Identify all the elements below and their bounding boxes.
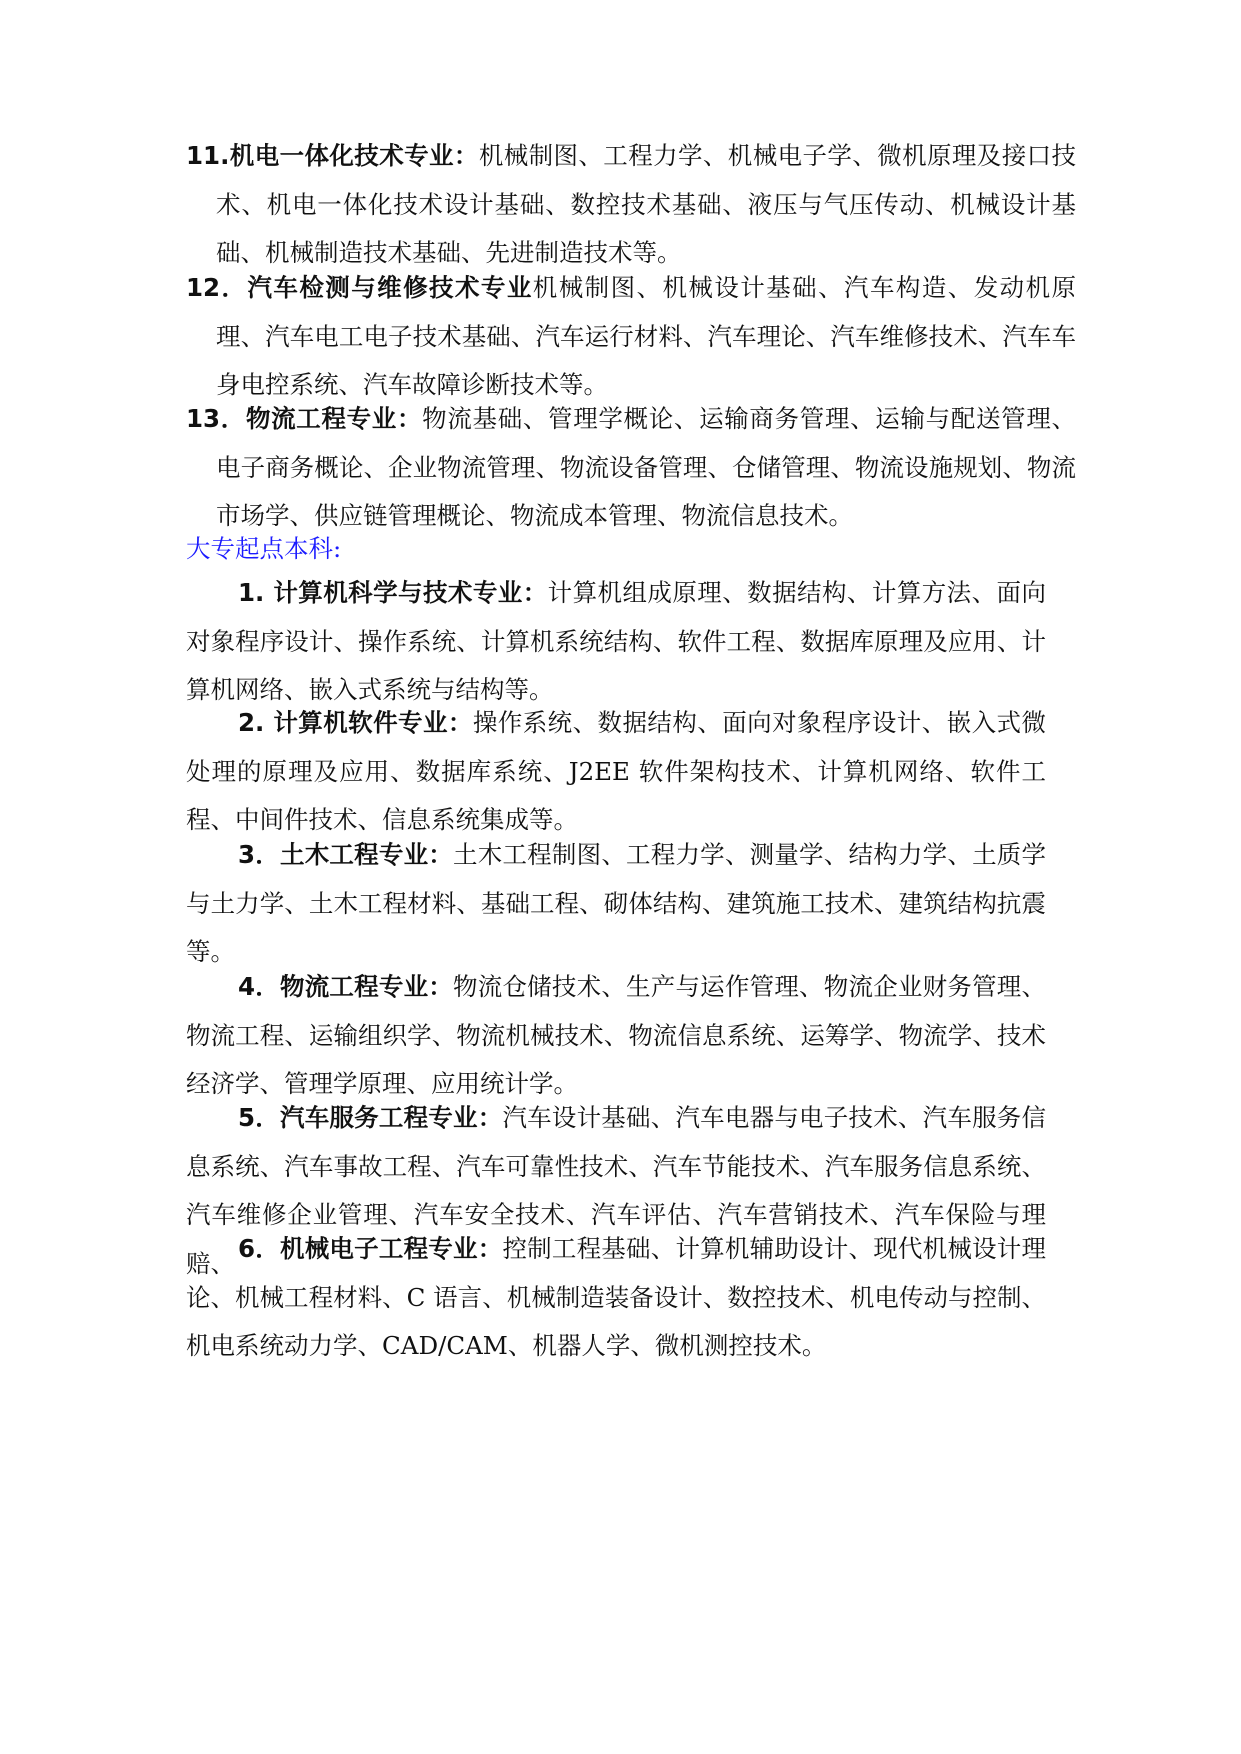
major-title: 4．物流工程专业： [238, 972, 454, 1001]
major-item-3 [186, 831, 1046, 977]
major-courses: 土木工程制图、工程力学、测量学、结构力学、土质学与土力学、土木工程材料、基础工程、砌体结构、建筑施工技术、建筑结构抗震等。 [186, 840, 1047, 966]
major-courses: 物流仓储技术、生产与运作管理、物流企业财务管理、物流工程、运输组织学、物流机械技术、物流信息系统、运筹学、物流学、技术经济学、管理学原理、应用统计学。 [186, 972, 1047, 1098]
major-item-12 [186, 264, 1076, 410]
major-title: 13．物流工程专业： [186, 404, 423, 433]
major-courses: 计算机组成原理、数据结构、计算方法、面向对象程序设计、操作系统、计算机系统结构、软件工程、数据库原理及应用、计算机网络、嵌入式系统与结构等。 [186, 578, 1046, 704]
section-heading: 大专起点本科: [186, 534, 342, 563]
major-courses: 机械制图、机械设计基础、汽车构造、发动机原理、汽车电工电子技术基础、汽车运行材料、汽车理论、汽车维修技术、汽车车身电控系统、汽车故障诊断技术等。 [216, 273, 1077, 399]
major-title: 12．汽车检测与维修技术专业 [186, 273, 533, 302]
major-item-2 [186, 699, 1046, 845]
major-item-13 [186, 395, 1076, 541]
major-courses: 机械制图、工程力学、机械电子学、微机原理及接口技术、机电一体化技术设计基础、数控技术基础、液压与气压传动、机械设计基础、机械制造技术基础、先进制造技术等。 [216, 141, 1077, 267]
major-item-11 [186, 132, 1076, 278]
major-item-6 [186, 1225, 1046, 1371]
major-title: 5．汽车服务工程专业： [238, 1103, 503, 1132]
major-courses: 物流基础、管理学概论、运输商务管理、运输与配送管理、电子商务概论、企业物流管理、物流设备管理、仓储管理、物流设施规划、物流市场学、供应链管理概论、物流成本管理、物流信息技术。 [216, 404, 1077, 530]
major-title: 2. 计算机软件专业： [238, 708, 473, 737]
major-courses: 汽车设计基础、汽车电器与电子技术、汽车服务信息系统、汽车事故工程、汽车可靠性技术、汽车节能技术、汽车服务信息系统、汽车维修企业管理、汽车安全技术、汽车评估、汽车营销技术、汽车保险与理赔、 [186, 1103, 1046, 1278]
major-title: 6．机械电子工程专业： [238, 1234, 503, 1263]
major-title: 3．土木工程专业： [238, 840, 454, 869]
major-courses: 控制工程基础、计算机辅助设计、现代机械设计理论、机械工程材料、C 语言、机械制造装备设计、数控技术、机电传动与控制、机电系统动力学、CAD/CAM、机器人学、微机测控技术。 [186, 1234, 1046, 1360]
major-courses: 操作系统、数据结构、面向对象程序设计、嵌入式微处理的原理及应用、数据库系统、J2EE 软件架构技术、计算机网络、软件工程、中间件技术、信息系统集成等。 [186, 708, 1046, 834]
major-item-4 [186, 963, 1046, 1109]
major-item-1 [186, 569, 1046, 715]
major-title: 11.机电一体化技术专业： [186, 141, 479, 170]
major-title: 1. 计算机科学与技术专业： [238, 578, 548, 607]
